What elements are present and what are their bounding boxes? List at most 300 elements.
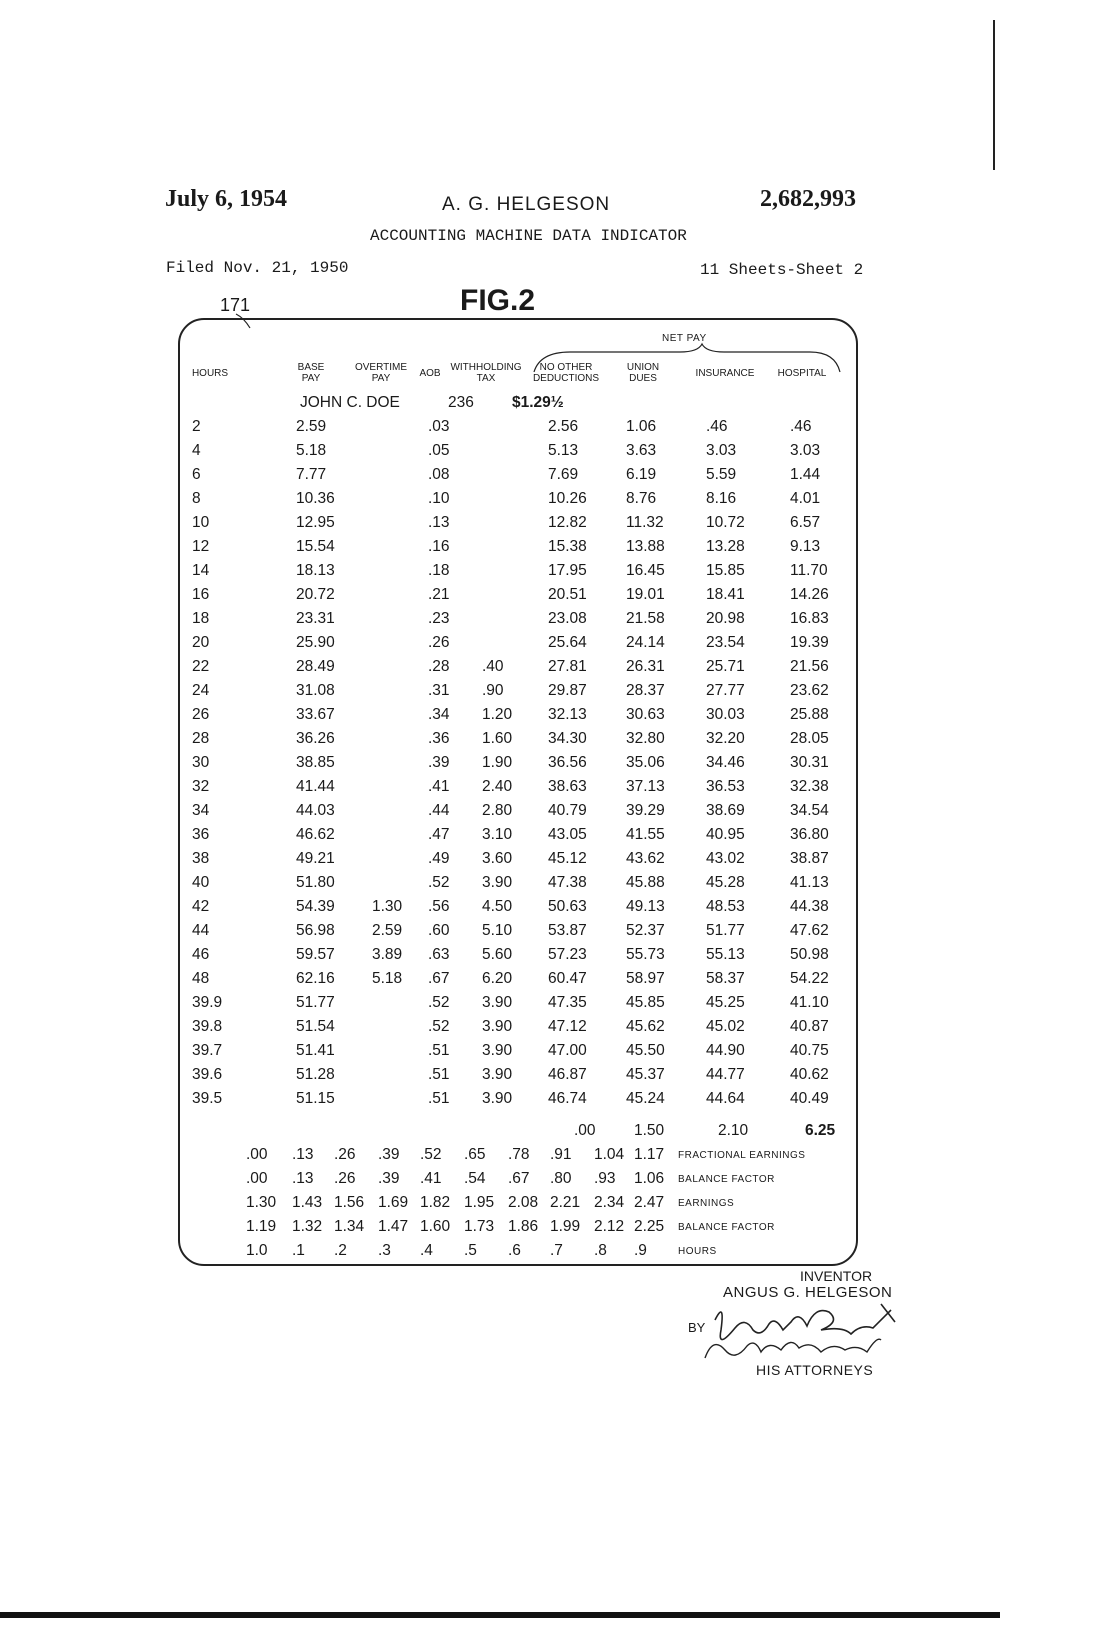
col-header-base-pay: BASE PAY xyxy=(297,362,325,384)
cell-no-other-deductions: 53.87 xyxy=(548,922,587,939)
cell-base-pay: 33.67 xyxy=(296,706,335,723)
factor-value: .39 xyxy=(378,1170,400,1187)
cell-insurance: 44.64 xyxy=(706,1090,745,1107)
cell-insurance: 34.46 xyxy=(706,754,745,771)
cell-union-dues: 28.37 xyxy=(626,682,665,699)
cell-hours: 28 xyxy=(192,730,210,747)
employee-name: JOHN C. DOE xyxy=(300,394,400,411)
cell-no-other-deductions: 43.05 xyxy=(548,826,587,843)
cell-insurance: 55.13 xyxy=(706,946,745,963)
factor-value: 1.0 xyxy=(246,1242,268,1259)
cell-hospital: 25.88 xyxy=(790,706,829,723)
cell-hours: 18 xyxy=(192,610,210,627)
cell-withholding-tax: 2.40 xyxy=(482,778,513,795)
cell-no-other-deductions: 40.79 xyxy=(548,802,587,819)
cell-union-dues: 55.73 xyxy=(626,946,665,963)
cell-union-dues: 39.29 xyxy=(626,802,665,819)
factor-value: 1.73 xyxy=(464,1218,495,1235)
cell-insurance: 36.53 xyxy=(706,778,745,795)
cell-aob: .21 xyxy=(428,586,450,603)
cell-withholding-tax: 1.90 xyxy=(482,754,513,771)
factor-row-label: BALANCE FACTOR xyxy=(678,1174,775,1185)
cell-hours: 39.9 xyxy=(192,994,223,1011)
cell-union-dues: 13.88 xyxy=(626,538,665,555)
cell-no-other-deductions: 47.35 xyxy=(548,994,587,1011)
factor-value: 1.17 xyxy=(634,1146,665,1163)
cell-hospital: 40.49 xyxy=(790,1090,829,1107)
cell-hospital: 40.75 xyxy=(790,1042,829,1059)
deduction-union-dues: 1.50 xyxy=(634,1122,665,1139)
cell-hours: 10 xyxy=(192,514,210,531)
sheet-count: 11 Sheets-Sheet 2 xyxy=(700,261,864,279)
cell-no-other-deductions: 32.13 xyxy=(548,706,587,723)
cell-union-dues: 37.13 xyxy=(626,778,665,795)
cell-insurance: 8.16 xyxy=(706,490,737,507)
factor-value: 1.95 xyxy=(464,1194,495,1211)
factor-value: .91 xyxy=(550,1146,572,1163)
factor-value: 1.69 xyxy=(378,1194,409,1211)
cell-no-other-deductions: 50.63 xyxy=(548,898,587,915)
cell-withholding-tax: 3.60 xyxy=(482,850,513,867)
cell-no-other-deductions: 7.69 xyxy=(548,466,579,483)
cell-hours: 12 xyxy=(192,538,210,555)
factor-value: .93 xyxy=(594,1170,616,1187)
cell-union-dues: 30.63 xyxy=(626,706,665,723)
cell-aob: .52 xyxy=(428,1018,450,1035)
cell-insurance: 44.90 xyxy=(706,1042,745,1059)
cell-insurance: 45.02 xyxy=(706,1018,745,1035)
cell-aob: .52 xyxy=(428,994,450,1011)
factor-value: .7 xyxy=(550,1242,563,1259)
factor-value: .26 xyxy=(334,1146,356,1163)
cell-base-pay: 62.16 xyxy=(296,970,335,987)
cell-hospital: 54.22 xyxy=(790,970,829,987)
cell-withholding-tax: 3.90 xyxy=(482,874,513,891)
cell-hospital: 4.01 xyxy=(790,490,821,507)
cell-no-other-deductions: 47.38 xyxy=(548,874,587,891)
cell-withholding-tax: 3.10 xyxy=(482,826,513,843)
cell-hospital: 41.13 xyxy=(790,874,829,891)
cell-union-dues: 45.24 xyxy=(626,1090,665,1107)
cell-insurance: 40.95 xyxy=(706,826,745,843)
cell-withholding-tax: 5.10 xyxy=(482,922,513,939)
deduction-insurance: 2.10 xyxy=(718,1122,749,1139)
col-header-union-dues: UNION DUES xyxy=(626,362,660,384)
cell-hospital: 47.62 xyxy=(790,922,829,939)
cell-hours: 46 xyxy=(192,946,210,963)
cell-union-dues: 6.19 xyxy=(626,466,657,483)
cell-base-pay: 51.54 xyxy=(296,1018,335,1035)
cell-withholding-tax: 3.90 xyxy=(482,1018,513,1035)
cell-insurance: 51.77 xyxy=(706,922,745,939)
cell-insurance: 5.59 xyxy=(706,466,737,483)
factor-value: 2.08 xyxy=(508,1194,539,1211)
cell-hospital: 6.57 xyxy=(790,514,821,531)
cell-no-other-deductions: 12.82 xyxy=(548,514,587,531)
factor-value: 2.25 xyxy=(634,1218,665,1235)
cell-hours: 40 xyxy=(192,874,210,891)
cell-aob: .51 xyxy=(428,1042,450,1059)
cell-insurance: 30.03 xyxy=(706,706,745,723)
cell-insurance: 20.98 xyxy=(706,610,745,627)
cell-aob: .67 xyxy=(428,970,450,987)
filed-date: Filed Nov. 21, 1950 xyxy=(166,259,349,277)
cell-hospital: 36.80 xyxy=(790,826,829,843)
cell-base-pay: 51.80 xyxy=(296,874,335,891)
factor-row-label: EARNINGS xyxy=(678,1198,735,1209)
cell-withholding-tax: 2.80 xyxy=(482,802,513,819)
cell-base-pay: 25.90 xyxy=(296,634,335,651)
cell-union-dues: 16.45 xyxy=(626,562,665,579)
cell-insurance: .46 xyxy=(706,418,728,435)
cell-union-dues: 3.63 xyxy=(626,442,657,459)
cell-hospital: 11.70 xyxy=(790,562,828,579)
cell-insurance: 38.69 xyxy=(706,802,745,819)
cell-union-dues: 43.62 xyxy=(626,850,665,867)
attorneys-label: HIS ATTORNEYS xyxy=(756,1362,874,1378)
factor-value: .8 xyxy=(594,1242,607,1259)
employee-number: 236 xyxy=(448,394,474,411)
cell-hospital: 3.03 xyxy=(790,442,821,459)
cell-aob: .47 xyxy=(428,826,450,843)
cell-hospital: 21.56 xyxy=(790,658,829,675)
cell-no-other-deductions: 38.63 xyxy=(548,778,587,795)
reference-numeral: 171 xyxy=(220,295,251,315)
col-header-overtime-pay: OVERTIME PAY xyxy=(354,362,408,384)
cell-base-pay: 5.18 xyxy=(296,442,327,459)
cell-no-other-deductions: 60.47 xyxy=(548,970,587,987)
cell-insurance: 48.53 xyxy=(706,898,745,915)
cell-hours: 32 xyxy=(192,778,210,795)
factor-value: .3 xyxy=(378,1242,391,1259)
cell-aob: .60 xyxy=(428,922,450,939)
cell-hours: 39.8 xyxy=(192,1018,223,1035)
factor-value: 1.60 xyxy=(420,1218,451,1235)
cell-union-dues: 45.62 xyxy=(626,1018,665,1035)
factor-value: .26 xyxy=(334,1170,356,1187)
factor-value: 1.32 xyxy=(292,1218,323,1235)
cell-union-dues: 58.97 xyxy=(626,970,665,987)
col-header-withholding-tax: WITHHOLDING TAX xyxy=(450,362,522,384)
cell-hours: 22 xyxy=(192,658,210,675)
cell-aob: .08 xyxy=(428,466,450,483)
cell-base-pay: 46.62 xyxy=(296,826,335,843)
cell-hospital: 14.26 xyxy=(790,586,829,603)
cell-aob: .49 xyxy=(428,850,450,867)
cell-union-dues: 45.85 xyxy=(626,994,665,1011)
cell-aob: .28 xyxy=(428,658,450,675)
cell-withholding-tax: 4.50 xyxy=(482,898,513,915)
factor-value: 1.19 xyxy=(246,1218,277,1235)
cell-overtime-pay: 1.30 xyxy=(372,898,403,915)
cell-insurance: 45.28 xyxy=(706,874,745,891)
col-header-hours: HOURS xyxy=(191,368,229,379)
cell-no-other-deductions: 47.12 xyxy=(548,1018,587,1035)
cell-hours: 6 xyxy=(192,466,201,483)
factor-value: .4 xyxy=(420,1242,433,1259)
cell-insurance: 27.77 xyxy=(706,682,745,699)
cell-base-pay: 44.03 xyxy=(296,802,335,819)
cell-hours: 39.5 xyxy=(192,1090,223,1107)
cell-base-pay: 51.41 xyxy=(296,1042,335,1059)
cell-hours: 38 xyxy=(192,850,210,867)
cell-insurance: 3.03 xyxy=(706,442,737,459)
cell-insurance: 23.54 xyxy=(706,634,745,651)
factor-row-label: FRACTIONAL EARNINGS xyxy=(678,1150,806,1161)
factor-value: 2.34 xyxy=(594,1194,625,1211)
cell-withholding-tax: 3.90 xyxy=(482,1090,513,1107)
inventor-label: INVENTOR xyxy=(800,1268,873,1284)
cell-base-pay: 51.77 xyxy=(296,994,335,1011)
cell-hospital: 9.13 xyxy=(790,538,821,555)
factor-value: .52 xyxy=(420,1146,442,1163)
cell-hours: 20 xyxy=(192,634,210,651)
cell-hospital: 23.62 xyxy=(790,682,829,699)
cell-base-pay: 12.95 xyxy=(296,514,335,531)
cell-aob: .52 xyxy=(428,874,450,891)
cell-base-pay: 36.26 xyxy=(296,730,335,747)
cell-aob: .03 xyxy=(428,418,450,435)
cell-no-other-deductions: 45.12 xyxy=(548,850,587,867)
factor-value: .2 xyxy=(334,1242,347,1259)
cell-base-pay: 41.44 xyxy=(296,778,335,795)
cell-aob: .23 xyxy=(428,610,450,627)
col-header-hospital: HOSPITAL xyxy=(777,368,827,379)
cell-no-other-deductions: 57.23 xyxy=(548,946,587,963)
inventor-header: A. G. HELGESON xyxy=(442,194,611,215)
cell-no-other-deductions: 47.00 xyxy=(548,1042,587,1059)
factor-value: 1.47 xyxy=(378,1218,409,1235)
cell-aob: .16 xyxy=(428,538,450,555)
cell-insurance: 15.85 xyxy=(706,562,745,579)
cell-hospital: 41.10 xyxy=(790,994,829,1011)
cell-withholding-tax: 3.90 xyxy=(482,1042,513,1059)
cell-aob: .34 xyxy=(428,706,450,723)
cell-hospital: 32.38 xyxy=(790,778,829,795)
factor-value: .00 xyxy=(246,1146,268,1163)
col-header-aob: AOB xyxy=(419,368,441,379)
cell-aob: .44 xyxy=(428,802,450,819)
cell-union-dues: 21.58 xyxy=(626,610,665,627)
cell-no-other-deductions: 2.56 xyxy=(548,418,579,435)
cell-aob: .39 xyxy=(428,754,450,771)
cell-hours: 34 xyxy=(192,802,210,819)
cell-hours: 14 xyxy=(192,562,210,579)
cell-aob: .41 xyxy=(428,778,450,795)
cell-union-dues: 1.06 xyxy=(626,418,657,435)
figure-title: FIG.2 xyxy=(460,284,536,317)
cell-aob: .51 xyxy=(428,1090,450,1107)
cell-union-dues: 45.37 xyxy=(626,1066,665,1083)
cell-union-dues: 45.88 xyxy=(626,874,665,891)
cell-no-other-deductions: 23.08 xyxy=(548,610,587,627)
factor-value: 2.47 xyxy=(634,1194,665,1211)
cell-base-pay: 38.85 xyxy=(296,754,335,771)
cell-base-pay: 7.77 xyxy=(296,466,327,483)
cell-hospital: 44.38 xyxy=(790,898,829,915)
cell-hours: 39.6 xyxy=(192,1066,223,1083)
factor-value: 1.04 xyxy=(594,1146,625,1163)
cell-hospital: 40.62 xyxy=(790,1066,829,1083)
factor-value: 1.56 xyxy=(334,1194,365,1211)
cell-hospital: 50.98 xyxy=(790,946,829,963)
cell-hospital: 38.87 xyxy=(790,850,829,867)
cell-hours: 42 xyxy=(192,898,210,915)
cell-no-other-deductions: 27.81 xyxy=(548,658,587,675)
col-header-insurance: INSURANCE xyxy=(695,368,755,379)
factor-value: .5 xyxy=(464,1242,477,1259)
cell-base-pay: 10.36 xyxy=(296,490,335,507)
cell-insurance: 43.02 xyxy=(706,850,745,867)
factor-value: .13 xyxy=(292,1146,314,1163)
cell-hospital: 40.87 xyxy=(790,1018,829,1035)
cell-insurance: 13.28 xyxy=(706,538,745,555)
cell-withholding-tax: 6.20 xyxy=(482,970,513,987)
cell-hospital: 19.39 xyxy=(790,634,829,651)
cell-overtime-pay: 3.89 xyxy=(372,946,403,963)
cell-base-pay: 56.98 xyxy=(296,922,335,939)
cell-hours: 16 xyxy=(192,586,210,603)
col-header-no-other-deductions: NO OTHER DEDUCTIONS xyxy=(532,362,600,384)
cell-hospital: 16.83 xyxy=(790,610,829,627)
cell-union-dues: 45.50 xyxy=(626,1042,665,1059)
cell-hours: 8 xyxy=(192,490,201,507)
factor-value: .9 xyxy=(634,1242,647,1259)
cell-no-other-deductions: 20.51 xyxy=(548,586,587,603)
cell-overtime-pay: 2.59 xyxy=(372,922,403,939)
cell-withholding-tax: .40 xyxy=(482,658,504,675)
cell-union-dues: 19.01 xyxy=(626,586,665,603)
factor-value: 1.99 xyxy=(550,1218,581,1235)
factor-value: .6 xyxy=(508,1242,521,1259)
factor-value: .41 xyxy=(420,1170,442,1187)
cell-no-other-deductions: 46.87 xyxy=(548,1066,587,1083)
cell-base-pay: 20.72 xyxy=(296,586,335,603)
cell-union-dues: 11.32 xyxy=(626,514,664,531)
cell-union-dues: 32.80 xyxy=(626,730,665,747)
cell-insurance: 44.77 xyxy=(706,1066,745,1083)
cell-no-other-deductions: 15.38 xyxy=(548,538,587,555)
cell-union-dues: 26.31 xyxy=(626,658,665,675)
cell-base-pay: 31.08 xyxy=(296,682,335,699)
edge-mark xyxy=(993,20,995,170)
factor-value: 1.06 xyxy=(634,1170,665,1187)
cell-no-other-deductions: 17.95 xyxy=(548,562,587,579)
factor-value: .1 xyxy=(292,1242,305,1259)
patent-date: July 6, 1954 xyxy=(165,186,288,212)
cell-base-pay: 28.49 xyxy=(296,658,335,675)
cell-hospital: 28.05 xyxy=(790,730,829,747)
cell-no-other-deductions: 29.87 xyxy=(548,682,587,699)
cell-aob: .36 xyxy=(428,730,450,747)
factor-value: 1.34 xyxy=(334,1218,365,1235)
factor-value: .54 xyxy=(464,1170,486,1187)
factor-value: .39 xyxy=(378,1146,400,1163)
factor-value: 1.43 xyxy=(292,1194,323,1211)
cell-hospital: .46 xyxy=(790,418,812,435)
cell-base-pay: 51.15 xyxy=(296,1090,335,1107)
cell-aob: .18 xyxy=(428,562,450,579)
cell-aob: .05 xyxy=(428,442,450,459)
cell-base-pay: 2.59 xyxy=(296,418,327,435)
cell-hospital: 30.31 xyxy=(790,754,829,771)
cell-withholding-tax: 5.60 xyxy=(482,946,513,963)
factor-value: 2.12 xyxy=(594,1218,625,1235)
cell-union-dues: 49.13 xyxy=(626,898,665,915)
cell-insurance: 58.37 xyxy=(706,970,745,987)
cell-insurance: 45.25 xyxy=(706,994,745,1011)
cell-base-pay: 49.21 xyxy=(296,850,335,867)
factor-value: 2.21 xyxy=(550,1194,581,1211)
factor-value: .67 xyxy=(508,1170,530,1187)
cell-insurance: 32.20 xyxy=(706,730,745,747)
cell-aob: .51 xyxy=(428,1066,450,1083)
cell-base-pay: 59.57 xyxy=(296,946,335,963)
cell-aob: .56 xyxy=(428,898,450,915)
bottom-rule xyxy=(0,1612,1000,1618)
cell-no-other-deductions: 46.74 xyxy=(548,1090,587,1107)
cell-hospital: 34.54 xyxy=(790,802,829,819)
cell-hours: 30 xyxy=(192,754,210,771)
cell-no-other-deductions: 36.56 xyxy=(548,754,587,771)
factor-value: .78 xyxy=(508,1146,530,1163)
cell-insurance: 10.72 xyxy=(706,514,745,531)
attorney-signatures xyxy=(695,1300,905,1370)
cell-no-other-deductions: 10.26 xyxy=(548,490,587,507)
inventor-name: ANGUS G. HELGESON xyxy=(723,1284,893,1301)
cell-aob: .63 xyxy=(428,946,450,963)
cell-no-other-deductions: 25.64 xyxy=(548,634,587,651)
deduction-hospital: 6.25 xyxy=(805,1122,836,1139)
cell-base-pay: 23.31 xyxy=(296,610,335,627)
cell-no-other-deductions: 34.30 xyxy=(548,730,587,747)
factor-row-label: BALANCE FACTOR xyxy=(678,1222,775,1233)
cell-union-dues: 24.14 xyxy=(626,634,665,651)
factor-value: .00 xyxy=(246,1170,268,1187)
cell-overtime-pay: 5.18 xyxy=(372,970,403,987)
cell-hospital: 1.44 xyxy=(790,466,821,483)
cell-withholding-tax: 3.90 xyxy=(482,994,513,1011)
cell-base-pay: 15.54 xyxy=(296,538,335,555)
factor-value: .13 xyxy=(292,1170,314,1187)
cell-base-pay: 54.39 xyxy=(296,898,335,915)
factor-value: 1.86 xyxy=(508,1218,539,1235)
cell-union-dues: 8.76 xyxy=(626,490,657,507)
factor-value: .80 xyxy=(550,1170,572,1187)
cell-withholding-tax: 1.60 xyxy=(482,730,513,747)
cell-withholding-tax: .90 xyxy=(482,682,504,699)
cell-aob: .13 xyxy=(428,514,450,531)
cell-hours: 24 xyxy=(192,682,210,699)
cell-aob: .10 xyxy=(428,490,450,507)
factor-value: 1.30 xyxy=(246,1194,277,1211)
cell-insurance: 18.41 xyxy=(706,586,745,603)
cell-union-dues: 35.06 xyxy=(626,754,665,771)
cell-withholding-tax: 1.20 xyxy=(482,706,513,723)
cell-union-dues: 41.55 xyxy=(626,826,665,843)
cell-hours: 39.7 xyxy=(192,1042,223,1059)
cell-aob: .26 xyxy=(428,634,450,651)
factor-value: .65 xyxy=(464,1146,486,1163)
net-pay-header: NET PAY xyxy=(662,333,707,344)
deduction-no-other: .00 xyxy=(574,1122,596,1139)
cell-union-dues: 52.37 xyxy=(626,922,665,939)
by-label: BY xyxy=(688,1320,706,1335)
cell-aob: .31 xyxy=(428,682,450,699)
patent-number: 2,682,993 xyxy=(760,186,856,212)
cell-base-pay: 51.28 xyxy=(296,1066,335,1083)
data-indicator-card xyxy=(178,318,858,1266)
